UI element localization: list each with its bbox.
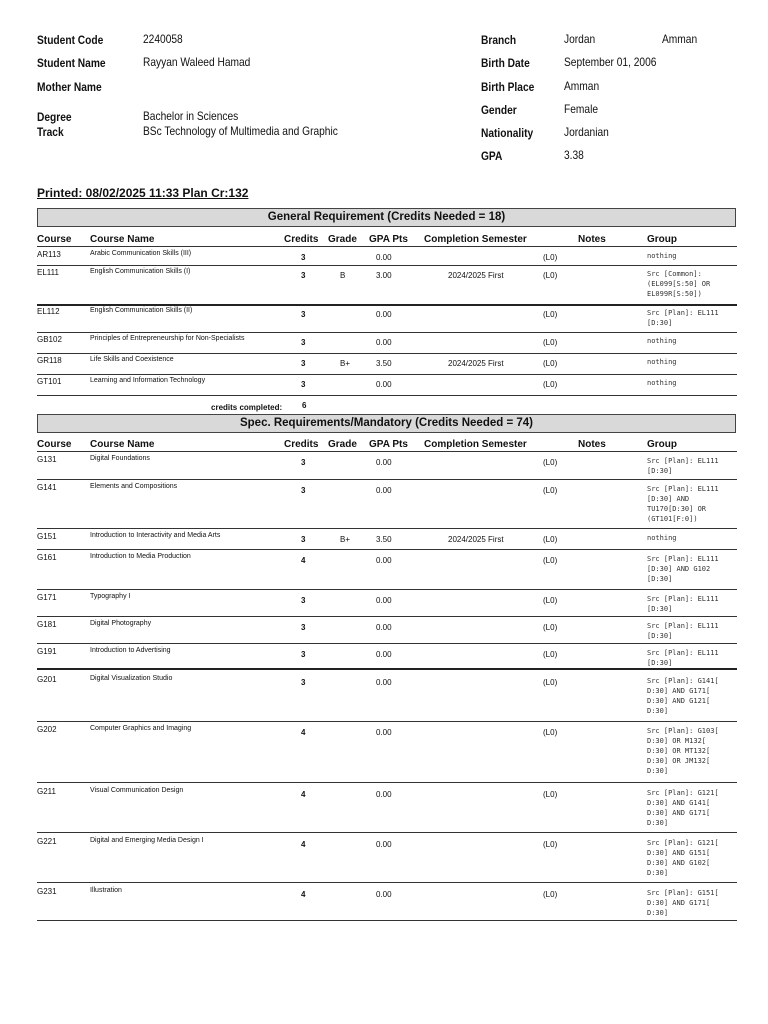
- row-divider: [37, 265, 737, 266]
- course-code: G221: [37, 837, 57, 846]
- course-gpa-pts: 0.00: [376, 380, 392, 389]
- course-code: G181: [37, 620, 57, 629]
- course-credits: 4: [301, 790, 306, 799]
- course-group: [647, 726, 737, 776]
- group-line: D:30] AND G171[: [647, 809, 711, 817]
- col-course: Course: [37, 234, 72, 245]
- course-notes: (L0): [543, 380, 558, 389]
- course-name: Digital and Emerging Media Design I: [90, 837, 204, 844]
- course-credits: 3: [301, 535, 306, 544]
- col-notes: Notes: [578, 439, 606, 450]
- row-divider: [37, 395, 737, 396]
- row-divider: [37, 374, 737, 375]
- row-divider: [37, 920, 737, 921]
- course-credits: 3: [301, 271, 306, 280]
- degree-value: Bachelor in Sciences: [143, 109, 239, 123]
- course-gpa-pts: 3.50: [376, 535, 392, 544]
- credits-completed-label: credits completed:: [211, 403, 283, 412]
- row-divider: [37, 643, 737, 644]
- row-divider: [37, 332, 737, 333]
- group-line: D:30] AND G102[: [647, 859, 711, 867]
- course-gpa-pts: 0.00: [376, 338, 392, 347]
- course-group: [647, 308, 737, 328]
- course-credits: 3: [301, 380, 306, 389]
- course-notes: (L0): [543, 650, 558, 659]
- row-divider: [37, 549, 737, 550]
- group-line: nothing: [647, 534, 677, 542]
- col-group: Group: [647, 439, 677, 450]
- group-line: nothing: [647, 379, 677, 387]
- course-gpa-pts: 0.00: [376, 650, 392, 659]
- course-gpa-pts: 0.00: [376, 890, 392, 899]
- course-group: [647, 533, 737, 543]
- group-line: nothing: [647, 358, 677, 366]
- course-notes: (L0): [543, 253, 558, 262]
- col-completion: Completion Semester: [424, 234, 527, 245]
- col-grade: Grade: [328, 439, 357, 450]
- course-credits: 3: [301, 596, 306, 605]
- course-semester: 2024/2025 First: [448, 359, 504, 368]
- nationality-value: Jordanian: [564, 125, 609, 139]
- course-code: G131: [37, 455, 57, 464]
- branch-country: Jordan: [564, 32, 596, 46]
- group-line: Src [Plan]: G103[: [647, 727, 719, 735]
- col-course: Course: [37, 439, 72, 450]
- gender-label: Gender: [481, 103, 517, 117]
- row-divider: [37, 304, 737, 306]
- course-notes: (L0): [543, 458, 558, 467]
- course-credits: 3: [301, 678, 306, 687]
- course-group: [647, 554, 737, 584]
- course-credits: 4: [301, 840, 306, 849]
- course-name: Introduction to Advertising: [90, 647, 171, 654]
- gender-value: Female: [564, 102, 599, 116]
- col-credits: Credits: [284, 439, 319, 450]
- course-name: Arabic Communication Skills (III): [90, 250, 192, 257]
- course-group: [647, 251, 737, 261]
- group-line: Src [Plan]: G121[: [647, 789, 719, 797]
- branch-city: Amman: [662, 32, 698, 46]
- group-line: EL099R[S:50]): [647, 290, 702, 298]
- course-code: G141: [37, 483, 57, 492]
- course-code: G171: [37, 593, 57, 602]
- track-value: BSc Technology of Multimedia and Graphic: [143, 124, 338, 138]
- course-code: G231: [37, 887, 57, 896]
- course-notes: (L0): [543, 556, 558, 565]
- student-code-label: Student Code: [37, 33, 104, 47]
- group-line: (EL099[S:50] OR: [647, 280, 711, 288]
- student-name-label: Student Name: [37, 56, 106, 70]
- course-credits: 4: [301, 556, 306, 565]
- col-group: Group: [647, 234, 677, 245]
- course-grade: B+: [340, 535, 351, 544]
- course-grade: B+: [340, 359, 351, 368]
- group-line: Src [Plan]: EL111: [647, 457, 719, 465]
- course-code: EL111: [37, 268, 59, 277]
- birth-place-value: Amman: [564, 79, 600, 93]
- course-gpa-pts: 0.00: [376, 790, 392, 799]
- course-group: [647, 788, 737, 828]
- course-code: EL112: [37, 307, 60, 316]
- course-group: [647, 456, 737, 476]
- course-group: [647, 838, 737, 878]
- group-line: D:30]: [647, 909, 669, 917]
- course-notes: (L0): [543, 790, 558, 799]
- course-name: Introduction to Interactivity and Media Arts: [90, 532, 221, 539]
- course-credits: 3: [301, 338, 306, 347]
- row-divider: [37, 528, 737, 529]
- course-semester: 2024/2025 First: [448, 271, 504, 280]
- group-line: TU170[D:30] OR: [647, 505, 707, 513]
- course-gpa-pts: 0.00: [376, 596, 392, 605]
- row-divider: [37, 616, 737, 617]
- course-grade: B: [340, 271, 346, 280]
- col-grade: Grade: [328, 234, 357, 245]
- group-line: D:30] AND G121[: [647, 697, 711, 705]
- course-notes: (L0): [543, 678, 558, 687]
- course-group: [647, 357, 737, 367]
- course-code: G202: [37, 725, 57, 734]
- course-code: G211: [37, 787, 56, 796]
- group-line: [D:30] AND G102: [647, 565, 711, 573]
- course-notes: (L0): [543, 535, 558, 544]
- section-spec-title: Spec. Requirements/Mandatory (Credits Needed = 74): [37, 414, 736, 433]
- course-code: G151: [37, 532, 57, 541]
- birth-place-label: Birth Place: [481, 80, 535, 94]
- group-line: Src [Common]:: [647, 270, 702, 278]
- course-group: [647, 676, 737, 716]
- course-notes: (L0): [543, 359, 558, 368]
- col-course-name: Course Name: [90, 234, 155, 245]
- course-name: Visual Communication Design: [90, 787, 184, 794]
- course-group: [647, 888, 737, 918]
- row-divider: [37, 832, 737, 833]
- group-line: D:30] AND G171[: [647, 899, 711, 907]
- row-divider: [37, 353, 737, 354]
- course-notes: (L0): [543, 596, 558, 605]
- track-label: Track: [37, 125, 64, 139]
- course-code: G191: [37, 647, 57, 656]
- group-line: D:30]: [647, 707, 669, 715]
- group-line: Src [Plan]: G141[: [647, 677, 719, 685]
- course-name: Digital Foundations: [90, 455, 150, 462]
- col-gpa-pts: GPA Pts: [369, 234, 408, 245]
- group-line: [D:30]: [647, 632, 673, 640]
- row-divider: [37, 782, 737, 783]
- group-line: D:30]: [647, 869, 669, 877]
- course-credits: 3: [301, 458, 306, 467]
- course-credits: 3: [301, 310, 306, 319]
- group-line: D:30] OR M132[: [647, 737, 707, 745]
- header-divider: [37, 246, 737, 247]
- course-gpa-pts: 0.00: [376, 310, 392, 319]
- course-name: Illustration: [90, 887, 122, 894]
- group-line: Src [Plan]: EL111: [647, 595, 719, 603]
- row-divider: [37, 721, 737, 722]
- group-line: D:30] AND G151[: [647, 849, 711, 857]
- course-gpa-pts: 0.00: [376, 678, 392, 687]
- birth-date-label: Birth Date: [481, 56, 530, 70]
- row-divider: [37, 589, 737, 590]
- credits-completed-value: 6: [302, 401, 307, 410]
- course-group: [647, 484, 737, 524]
- course-code: GR118: [37, 356, 62, 365]
- course-credits: 4: [301, 728, 306, 737]
- group-line: [D:30] AND: [647, 495, 690, 503]
- course-code: GT101: [37, 377, 62, 386]
- course-notes: (L0): [543, 486, 558, 495]
- group-line: [D:30]: [647, 467, 673, 475]
- group-line: D:30] OR MT132[: [647, 747, 711, 755]
- course-code: GB102: [37, 335, 62, 344]
- course-name: Introduction to Media Production: [90, 553, 191, 560]
- degree-label: Degree: [37, 110, 72, 124]
- group-line: Src [Plan]: EL111: [647, 485, 719, 493]
- group-line: [D:30]: [647, 659, 673, 667]
- birth-date-value: September 01, 2006: [564, 55, 657, 69]
- gpa-value: 3.38: [564, 148, 584, 162]
- course-gpa-pts: 0.00: [376, 556, 392, 565]
- course-gpa-pts: 0.00: [376, 623, 392, 632]
- course-code: G161: [37, 553, 57, 562]
- group-line: [D:30]: [647, 605, 673, 613]
- course-group: [647, 378, 737, 388]
- header-divider: [37, 451, 737, 452]
- course-notes: (L0): [543, 840, 558, 849]
- group-line: Src [Plan]: G151[: [647, 889, 719, 897]
- row-divider: [37, 479, 737, 480]
- mother-name-label: Mother Name: [37, 80, 102, 94]
- course-group: [647, 336, 737, 346]
- course-name: Typography I: [90, 593, 131, 600]
- group-line: D:30] AND G171[: [647, 687, 711, 695]
- course-notes: (L0): [543, 310, 558, 319]
- group-line: nothing: [647, 337, 677, 345]
- course-group: [647, 269, 737, 299]
- gpa-label: GPA: [481, 149, 503, 163]
- course-gpa-pts: 3.50: [376, 359, 392, 368]
- course-gpa-pts: 3.00: [376, 271, 392, 280]
- course-gpa-pts: 0.00: [376, 728, 392, 737]
- course-group: [647, 648, 737, 668]
- course-credits: 3: [301, 623, 306, 632]
- group-line: nothing: [647, 252, 677, 260]
- course-notes: (L0): [543, 338, 558, 347]
- course-name: Digital Photography: [90, 620, 152, 627]
- group-line: (GT101[F:0]): [647, 515, 698, 523]
- course-code: AR113: [37, 250, 61, 259]
- group-line: D:30]: [647, 767, 669, 775]
- group-line: D:30]: [647, 819, 669, 827]
- col-credits: Credits: [284, 234, 319, 245]
- course-notes: (L0): [543, 271, 558, 280]
- group-line: D:30] AND G141[: [647, 799, 711, 807]
- course-semester: 2024/2025 First: [448, 535, 504, 544]
- course-name: Principles of Entrepreneurship for Non-Specialists: [90, 335, 245, 342]
- course-gpa-pts: 0.00: [376, 458, 392, 467]
- printed-line: Printed: 08/02/2025 11:33 Plan Cr:132: [37, 186, 249, 200]
- col-completion: Completion Semester: [424, 439, 527, 450]
- nationality-label: Nationality: [481, 126, 534, 140]
- course-name: Digital Visualization Studio: [90, 675, 173, 682]
- group-line: Src [Plan]: EL111: [647, 622, 719, 630]
- course-code: G201: [37, 675, 57, 684]
- course-group: [647, 621, 737, 641]
- course-credits: 3: [301, 253, 306, 262]
- group-line: Src [Plan]: EL111: [647, 555, 719, 563]
- course-group: [647, 594, 737, 614]
- course-credits: 3: [301, 359, 306, 368]
- course-notes: (L0): [543, 623, 558, 632]
- course-name: English Communication Skills (II): [90, 307, 193, 314]
- course-name: Computer Graphics and Imaging: [90, 725, 192, 732]
- col-notes: Notes: [578, 234, 606, 245]
- course-gpa-pts: 0.00: [376, 840, 392, 849]
- course-credits: 3: [301, 486, 306, 495]
- course-gpa-pts: 0.00: [376, 486, 392, 495]
- course-name: Learning and Information Technology: [90, 377, 206, 384]
- course-credits: 3: [301, 650, 306, 659]
- course-name: English Communication Skills (I): [90, 268, 191, 275]
- branch-label: Branch: [481, 33, 517, 47]
- group-line: D:30] OR JM132[: [647, 757, 711, 765]
- course-notes: (L0): [543, 890, 558, 899]
- student-code-value: 2240058: [143, 32, 183, 46]
- col-gpa-pts: GPA Pts: [369, 439, 408, 450]
- group-line: Src [Plan]: G121[: [647, 839, 719, 847]
- group-line: Src [Plan]: EL111: [647, 649, 719, 657]
- course-gpa-pts: 0.00: [376, 253, 392, 262]
- group-line: [D:30]: [647, 319, 673, 327]
- student-name-value: Rayyan Waleed Hamad: [143, 55, 251, 69]
- row-divider: [37, 668, 737, 670]
- course-notes: (L0): [543, 728, 558, 737]
- course-name: Life Skills and Coexistence: [90, 356, 174, 363]
- section-general-title: General Requirement (Credits Needed = 18): [37, 208, 736, 227]
- group-line: Src [Plan]: EL111: [647, 309, 719, 317]
- group-line: [D:30]: [647, 575, 673, 583]
- course-credits: 4: [301, 890, 306, 899]
- col-course-name: Course Name: [90, 439, 155, 450]
- row-divider: [37, 882, 737, 883]
- course-name: Elements and Compositions: [90, 483, 178, 490]
